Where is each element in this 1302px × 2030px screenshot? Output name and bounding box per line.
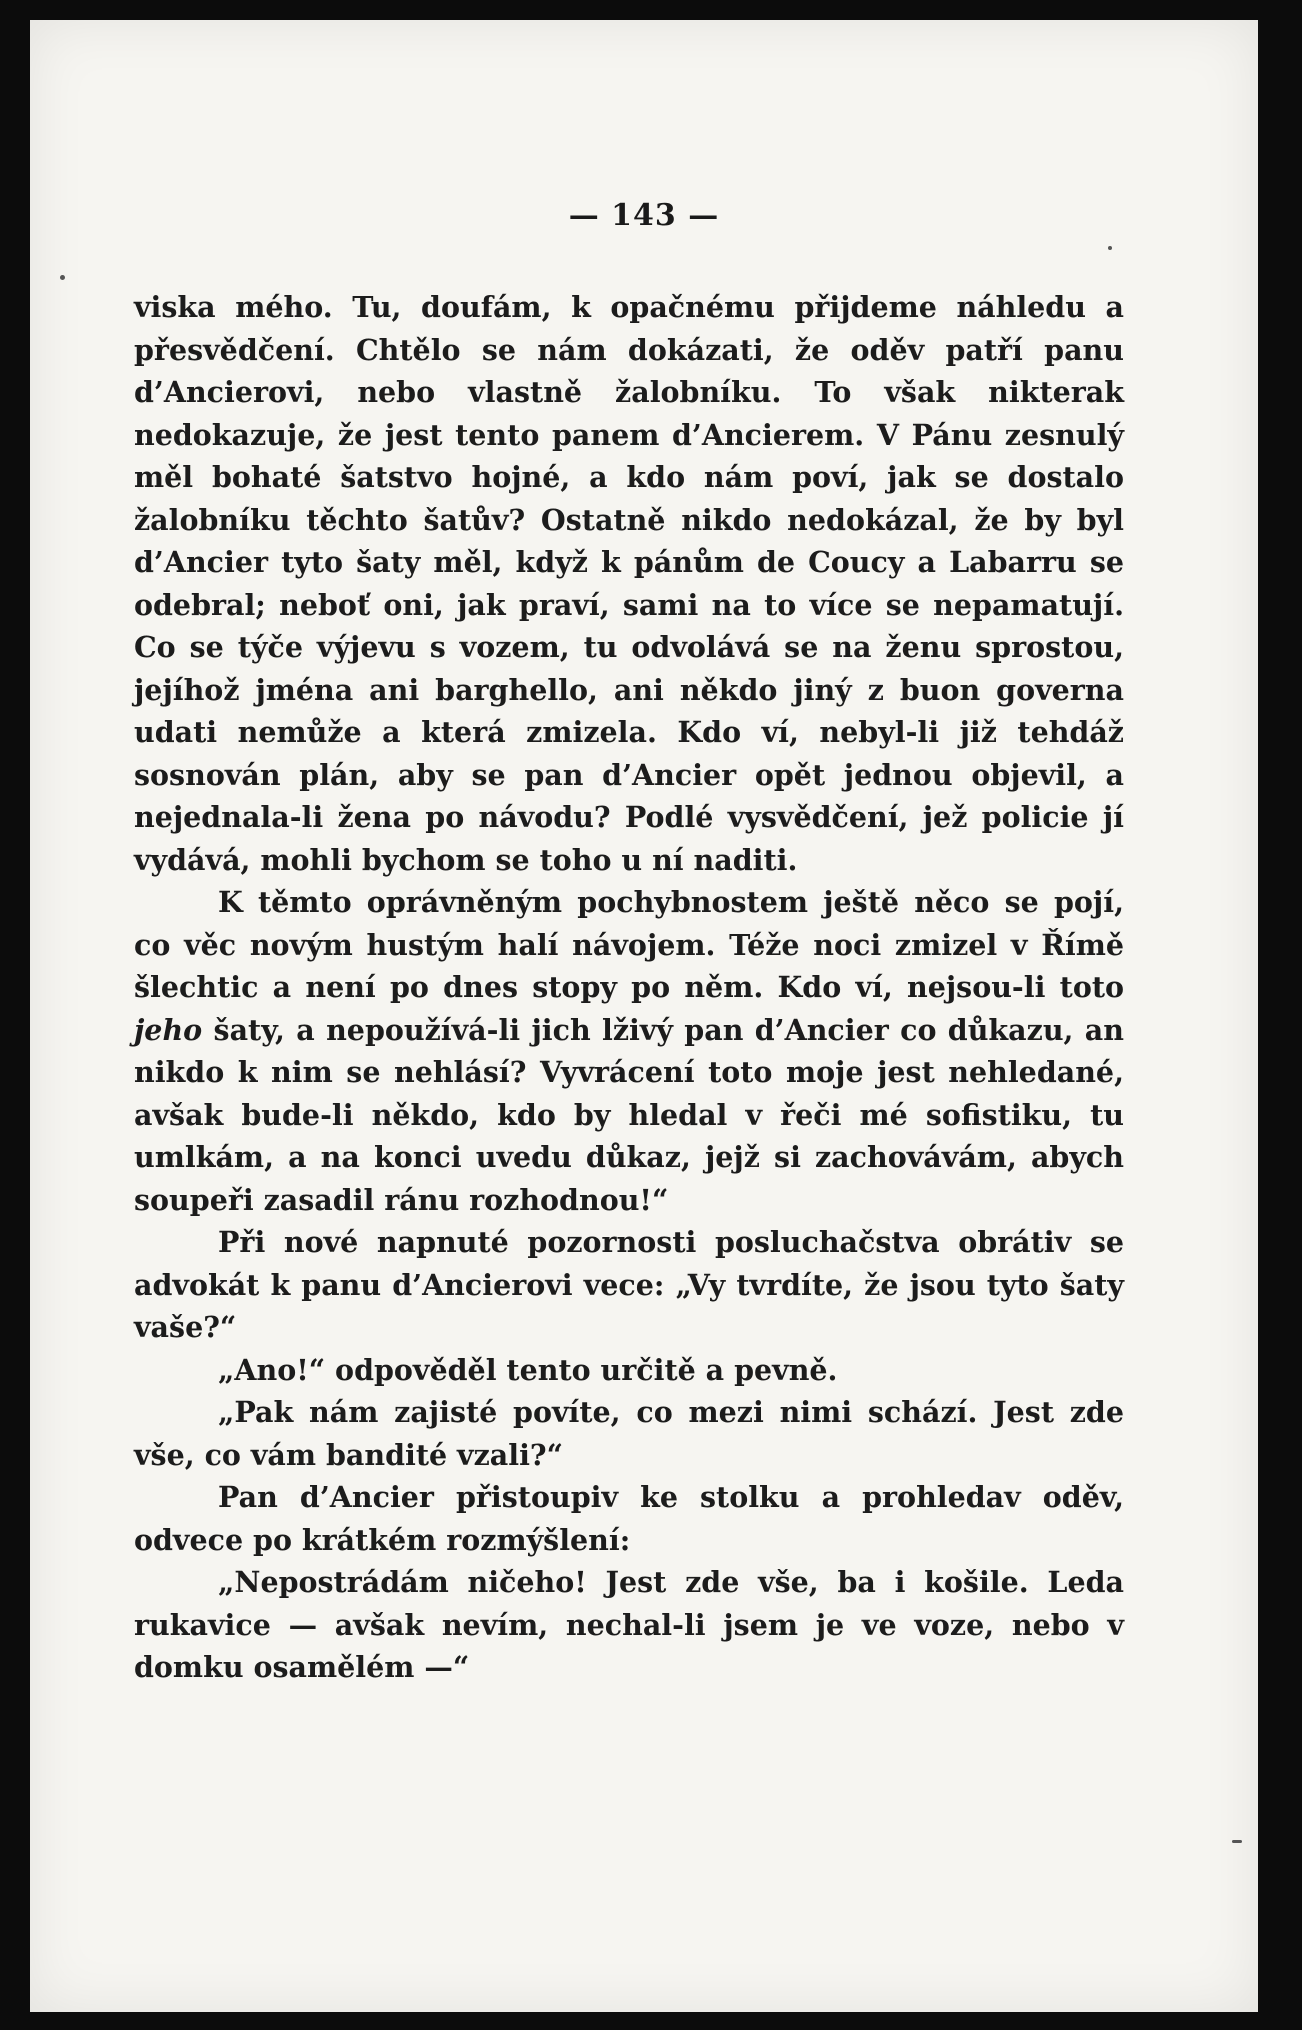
paragraph: viska mého. Tu, doufám, k opačnému přijdeme náhledu a přesvědčení. Chtělo se nám dokázati, že oděv patří panu d’Ancierovi, nebo vlastně žalobníku. To však nikterak nedokazuje, že jest tento panem d’Ancierem. V Pánu zesnulý měl bohaté šatstvo hojné, a kdo nám poví, jak se dostalo žalobníku těchto šatův? Ostatně nikdo nedokázal, že by byl d’Ancier tyto šaty měl, když k pánům de Coucy a Labarru se odebral; neboť oni, jak praví, sami na to více se nepamatují. Co se týče výjevu s vozem, tu odvolává se na ženu sprostou, jejíhož jména ani barghello, ani někdo jiný z buon governa udati nemůže a která zmizela. Kdo ví, nebyl-li již tehdáž sosnován plán, aby se pan d’Ancier opět jednou objevil, a nejednala-li žena po návodu? Podlé vysvědčení, jež policie jí vydává, mohli bychom se toho u ní naditi. bbox=[134, 290, 1124, 877]
paragraph-text: K těmto oprávněným pochybnostem ještě něco se pojí, co věc novým hustým halí návojem. Téže noci zmizel v Římě šlechtic a není po dnes stopy po něm. Kdo ví, nejsou-li toto bbox=[134, 885, 1124, 1004]
paragraph: Pan d’Ancier přistoupiv ke stolku a prohledav oděv, odvece po krátkém rozmýšlení: bbox=[134, 1480, 1124, 1557]
paragraph bbox=[134, 881, 1124, 1221]
page-body bbox=[134, 286, 1124, 1689]
page-number: — 143 — bbox=[568, 198, 720, 233]
paper-speck bbox=[60, 275, 65, 280]
paper-speck bbox=[1232, 1840, 1242, 1843]
emphasis-text: jeho bbox=[134, 1012, 203, 1047]
paragraph-text: šaty, a nepoužívá-li jich lživý pan d’Ancier co důkazu, an nikdo k nim se nehlásí? Vyvrácení toto moje jest nehledané, avšak bude-li někdo, kdo by hledal v řeči mé sofistiku, tu umlkám, a na konci uvedu důkaz, jejž si zachovávám, abych soupeři zasadil ránu rozhodnou!“ bbox=[134, 1012, 1124, 1217]
paper-speck bbox=[1108, 246, 1112, 250]
paragraph: „Ano!“ odpověděl tento určitě a pevně. bbox=[218, 1352, 838, 1387]
paragraph: Při nové napnuté pozornosti posluchačstva obrátiv se advokát k panu d’Ancierovi vece: „Vy tvrdíte, že jsou tyto šaty vaše?“ bbox=[134, 1225, 1124, 1344]
paragraph: „Nepostrádám ničeho! Jest zde vše, ba i košile. Leda rukavice — avšak nevím, nechal-li jsem je ve voze, nebo v domku osamělém —“ bbox=[134, 1565, 1124, 1684]
paragraph: „Pak nám zajisté povíte, co mezi nimi schází. Jest zde vše, co vám bandité vzali?“ bbox=[134, 1395, 1124, 1472]
book-page bbox=[30, 20, 1258, 2012]
